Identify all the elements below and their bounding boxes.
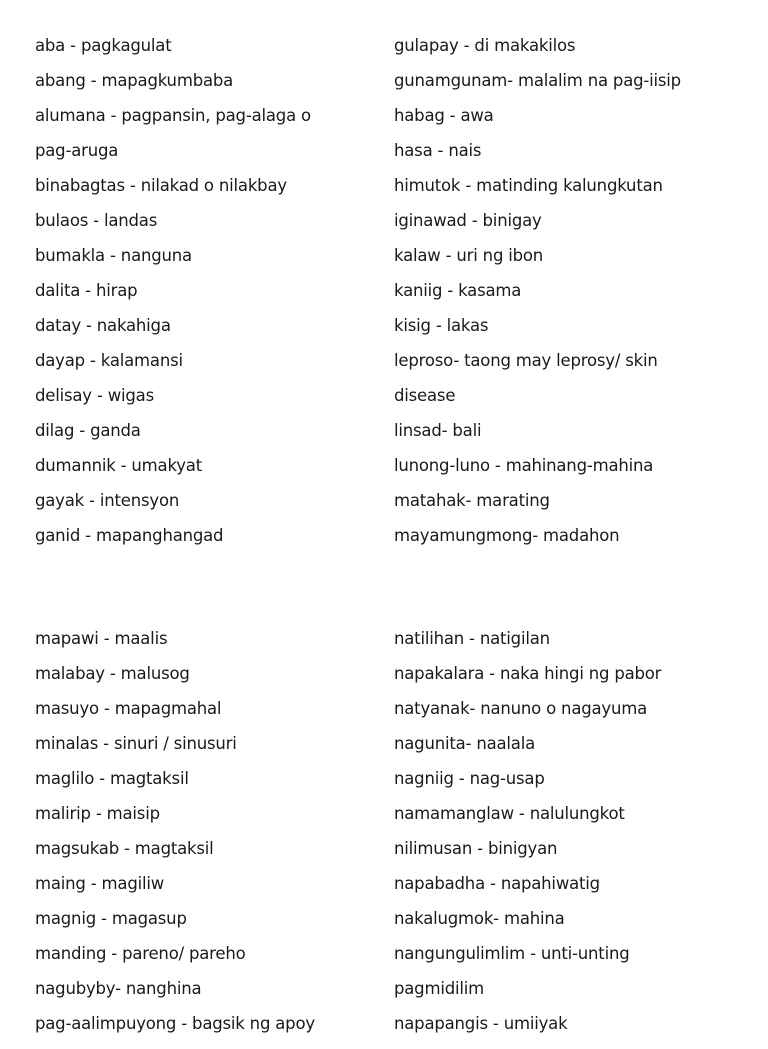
glossary-line: abang - mapagkumbaba: [35, 71, 234, 90]
glossary-line: namamanglaw - nalulungkot: [394, 804, 625, 823]
glossary-line: napakalara - naka hingi ng pabor: [394, 664, 662, 683]
glossary-line: delisay - wigas: [35, 386, 154, 405]
glossary-line: magnig - magasup: [35, 909, 187, 928]
glossary-line: dalita - hirap: [35, 281, 138, 300]
glossary-line: pag-aruga: [35, 141, 119, 160]
glossary-line: disease: [394, 386, 456, 405]
glossary-line: gunamgunam- malalim na pag-iisip: [394, 71, 681, 90]
glossary-column-right: [394, 36, 754, 561]
glossary-line: dayap - kalamansi: [35, 351, 183, 370]
glossary-line: habag - awa: [394, 106, 494, 125]
glossary-line: malirip - maisip: [35, 804, 160, 823]
glossary-line: nangungulimlim - unti-unting: [394, 944, 630, 963]
glossary-section-1: [0, 36, 768, 576]
glossary-line: natilihan - natigilan: [394, 629, 550, 648]
glossary-line: bulaos - landas: [35, 211, 158, 230]
glossary-line: gulapay - di makakilos: [394, 36, 576, 55]
glossary-line: nagubyby- nanghina: [35, 979, 202, 998]
glossary-line: himutok - matinding kalungkutan: [394, 176, 663, 195]
glossary-line: kisig - lakas: [394, 316, 489, 335]
glossary-line: hasa - nais: [394, 141, 482, 160]
glossary-line: gayak - intensyon: [35, 491, 180, 510]
glossary-line: lunong-luno - mahinang-mahina: [394, 456, 654, 475]
glossary-line: magsukab - magtaksil: [35, 839, 214, 858]
glossary-line: mapawi - maalis: [35, 629, 168, 648]
glossary-line: malabay - malusog: [35, 664, 190, 683]
glossary-line: masuyo - mapagmahal: [35, 699, 222, 718]
glossary-line: minalas - sinuri / sinusuri: [35, 734, 237, 753]
glossary-line: aba - pagkagulat: [35, 36, 172, 55]
glossary-line: nagniig - nag-usap: [394, 769, 545, 788]
glossary-line: iginawad - binigay: [394, 211, 542, 230]
glossary-line: datay - nakahiga: [35, 316, 171, 335]
glossary-column-left: [35, 629, 375, 1049]
glossary-line: linsad- bali: [394, 421, 482, 440]
glossary-line: pag-aalimpuyong - bagsik ng apoy: [35, 1014, 315, 1033]
glossary-line: nagunita- naalala: [394, 734, 535, 753]
glossary-line: leproso- taong may leprosy/ skin: [394, 351, 658, 370]
glossary-column-left: [35, 36, 375, 561]
glossary-line: kaniig - kasama: [394, 281, 522, 300]
glossary-line: ganid - mapanghangad: [35, 526, 224, 545]
glossary-column-right: [394, 629, 754, 1049]
glossary-line: mayamungmong- madahon: [394, 526, 620, 545]
glossary-line: napabadha - napahiwatig: [394, 874, 600, 893]
glossary-line: dilag - ganda: [35, 421, 141, 440]
glossary-line: nilimusan - binigyan: [394, 839, 558, 858]
glossary-section-2: [0, 629, 768, 1049]
glossary-line: kalaw - uri ng ibon: [394, 246, 544, 265]
glossary-line: dumannik - umakyat: [35, 456, 202, 475]
glossary-line: bumakla - nanguna: [35, 246, 192, 265]
glossary-line: nakalugmok- mahina: [394, 909, 565, 928]
glossary-line: alumana - pagpansin, pag-alaga o: [35, 106, 311, 125]
glossary-line: napapangis - umiiyak: [394, 1014, 568, 1033]
glossary-line: maing - magiliw: [35, 874, 165, 893]
glossary-line: matahak- marating: [394, 491, 550, 510]
glossary-line: binabagtas - nilakad o nilakbay: [35, 176, 287, 195]
glossary-line: manding - pareno/ pareho: [35, 944, 246, 963]
glossary-line: maglilo - magtaksil: [35, 769, 189, 788]
glossary-line: pagmidilim: [394, 979, 485, 998]
glossary-line: natyanak- nanuno o nagayuma: [394, 699, 648, 718]
